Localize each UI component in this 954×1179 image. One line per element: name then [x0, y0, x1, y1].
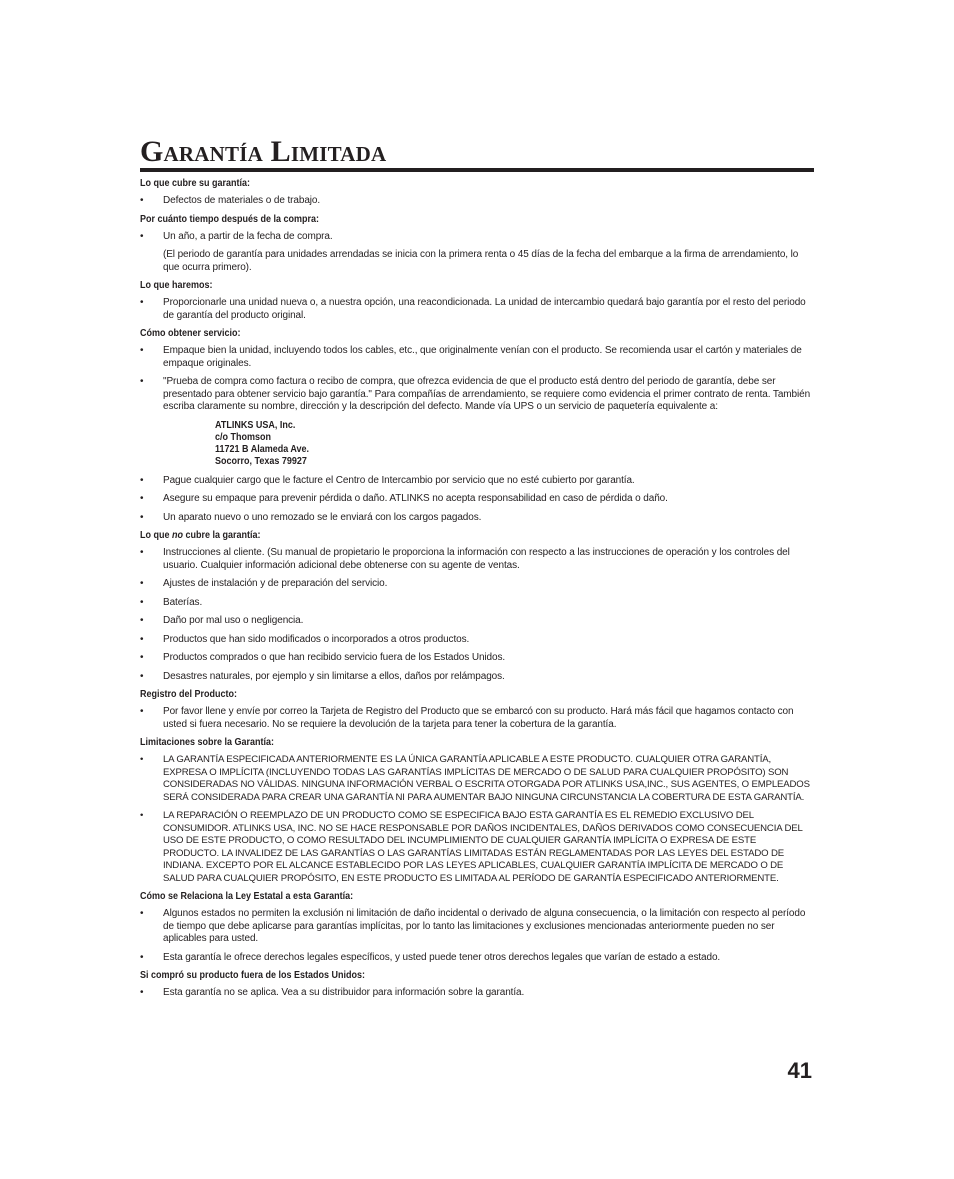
bullet-icon: •: [140, 345, 144, 356]
bullet-icon: •: [140, 810, 144, 821]
list-item: • Un aparato nuevo o uno remozado se le enviará con los cargos pagados.: [140, 511, 482, 523]
list-item: • Asegure su empaque para prevenir pérdida o daño. ATLINKS no acepta responsabilidad en caso de pérdida o daño.: [140, 493, 668, 504]
bullet-icon: •: [140, 706, 144, 717]
section-heading-duration: Por cuánto tiempo después de la compra:: [140, 213, 320, 225]
section-heading-coverage: Lo que cubre su garantía:: [140, 178, 251, 189]
section-heading-state-law: Cómo se Relaciona la Ley Estatal a esta Garantía:: [140, 891, 354, 902]
bullet-icon: •: [140, 652, 144, 663]
list-item: • Proporcionarle una unidad nueva o, a nuestra opción, una reacondicionada. La unidad de intercambio quedará bajo garantía por el resto del periodo de garantía del producto original.: [140, 297, 806, 321]
list-item: • Defectos de materiales o de trabajo.: [140, 195, 321, 206]
list-item: • Un año, a partir de la fecha de compra.: [140, 230, 333, 242]
section-heading-not-covered: Lo que no cubre la garantía:: [140, 530, 261, 541]
list-item: • Empaque bien la unidad, incluyendo todos los cables, etc., que originalmente venían con el producto. Se recomienda usar el cartón y materiales de empaque originales.: [140, 345, 802, 369]
section-heading-registration: Registro del Producto:: [140, 689, 238, 700]
bullet-icon: •: [140, 511, 144, 523]
list-item: • Desastres naturales, por ejemplo y sin limitarse a ellos, daños por relámpagos.: [140, 670, 505, 682]
bullet-icon: •: [140, 670, 144, 682]
lease-note: (El periodo de garantía para unidades arrendadas se inicia con la primera renta o 45 días de la fecha del embarque a la firma de arrendamiento, lo que ocurra primero).: [163, 249, 799, 273]
list-item: • Esta garantía no se aplica. Vea a su distribuidor para información sobre la garantía.: [140, 987, 525, 998]
bullet-icon: •: [140, 633, 144, 645]
bullet-icon: •: [140, 195, 144, 206]
list-item: • LA REPARACIÓN O REEMPLAZO DE UN PRODUCTO COMO SE ESPECIFICA BAJO ESTA GARANTÍA ES EL REMEDIO EXCLUSIVO DEL CONSUMIDOR. ATLINKS USA, INC. NO SE HACE RESPONSABLE POR DAÑOS INCIDENTALES, DAÑOS DERIVADOS COMO CONSECUENCIA DEL USO DE ESTE PRODUCTO, O COMO RESULTADO DEL INCUMPLIMIENTO DE CUALQUIER GARANTÍA IMPLÍCITA O EXPRESA DE ESTE PRODUCTO. LA INVALIDEZ DE LAS GARANTÍAS O LAS GARANTÍAS LIMITADAS ESTÁN REGLAMENTADAS POR LAS LEYES DEL ESTADO DE INDIANA. EXCEPTO POR EL ALCANCE ESTABLECIDO POR LAS LEYES APLICABLES, CUALQUIER GARANTÍA IMPLÍCITA DE MERCADO O DE SALUD PARA CUALQUIER PROPÓSITO, EN ESTE PRODUCTO ES LIMITADA AL PERÍODO DE GARANTÍA ESPECIFICADO ANTERIORMENTE.: [140, 810, 803, 884]
list-item: • Esta garantía le ofrece derechos legales específicos, y usted puede tener otros derechos legales que varían de estado a estado.: [140, 951, 721, 963]
section-heading-outside-us: Si compró su producto fuera de los Estados Unidos:: [140, 970, 366, 981]
list-item: • "Prueba de compra como factura o recibo de compra, que ofrezca evidencia de que el producto está dentro del periodo de garantía, debe ser presentado para obtener servicio bajo garantía." Para compañías de arrendamiento, se requiere como evidencia el primer contrato de renta. También escriba claramente su nombre, dirección y la descripción del defecto. Mande vía UPS o un servicio de paquetería equivalente a:: [140, 376, 811, 412]
bullet-icon: •: [140, 615, 144, 626]
address-line: ATLINKS USA, Inc.: [215, 419, 296, 431]
page-title: Garantía Limitada: [140, 137, 814, 172]
bullet-icon: •: [140, 596, 144, 608]
section-heading-limitations: Limitaciones sobre la Garantía:: [140, 737, 275, 748]
section-heading-what-we-do: Lo que haremos:: [140, 280, 213, 291]
list-item: • Por favor llene y envíe por correo la Tarjeta de Registro del Producto que se embarcó con su producto. Hará más fácil que hagamos contacto con usted si fuera necesario. No se requiere la devolución de la tarjeta para tener la cobertura de la garantía.: [140, 706, 794, 730]
list-item: • Ajustes de instalación y de preparación del servicio.: [140, 578, 388, 589]
bullet-icon: •: [140, 474, 144, 486]
list-item: • Productos comprados o que han recibido servicio fuera de los Estados Unidos.: [140, 652, 506, 663]
bullet-icon: •: [140, 297, 144, 308]
page-number: 41: [787, 1058, 812, 1083]
warranty-document: [140, 137, 814, 1006]
bullet-icon: •: [140, 493, 144, 504]
list-item: • Baterías.: [140, 596, 203, 608]
bullet-icon: •: [140, 578, 144, 589]
address-line: Socorro, Texas 79927: [215, 455, 307, 467]
bullet-icon: •: [140, 908, 144, 919]
bullet-icon: •: [140, 230, 144, 242]
bullet-icon: •: [140, 754, 144, 765]
bullet-icon: •: [140, 376, 144, 387]
bullet-icon: •: [140, 951, 144, 963]
address-line: 11721 B Alameda Ave.: [215, 443, 310, 455]
list-item: • Daño por mal uso o negligencia.: [140, 615, 304, 626]
list-item: • Instrucciones al cliente. (Su manual de propietario le proporciona la información con respecto a las instrucciones de operación y los controles del usuario. Cualquier información adicional debe obtenerse con su agente de ventas.: [140, 547, 790, 571]
section-heading-service: Cómo obtener servicio:: [140, 328, 241, 339]
list-item: • Algunos estados no permiten la exclusión ni limitación de daño incidental o derivado de alguna consecuencia, o la limitación con respecto al período de tiempo que debe aplicarse para garantías implícitas, por lo tanto las limitaciones y exclusiones mencionadas anteriormente pueden no ser aplicables para usted.: [140, 908, 806, 944]
list-item: • LA GARANTÍA ESPECIFICADA ANTERIORMENTE ES LA ÚNICA GARANTÍA APLICABLE A ESTE PRODUCTO. CUALQUIER OTRA GARANTÍA, EXPRESA O IMPLÍCITA (INCLUYENDO TODAS LAS GARANTÍAS IMPLÍCITAS DE MERCADO O DE SALUD PARA CUALQUIER PROPÓSITO) SON CONSIDERADAS NO VÁLIDAS. NINGUNA INFORMACIÓN VERBAL O ESCRITA OTORGADA POR ATLINKS USA,INC., SUS AGENTES, O EMPLEADOS SERÁ CONSIDERADA PARA CREAR UNA GARANTÍA NI PARA AUMENTAR BAJO NINGUNA CIRCUNSTANCIA LA COBERTURA DE ESTA GARANTÍA.: [140, 754, 810, 803]
bullet-icon: •: [140, 547, 144, 558]
list-item: • Productos que han sido modificados o incorporados a otros productos.: [140, 633, 470, 645]
shipping-address: [140, 420, 814, 468]
list-item: • Pague cualquier cargo que le facture el Centro de Intercambio por servicio que no esté cubierto por garantía.: [140, 474, 635, 486]
bullet-icon: •: [140, 987, 144, 998]
address-line: c/o Thomson: [215, 431, 272, 443]
